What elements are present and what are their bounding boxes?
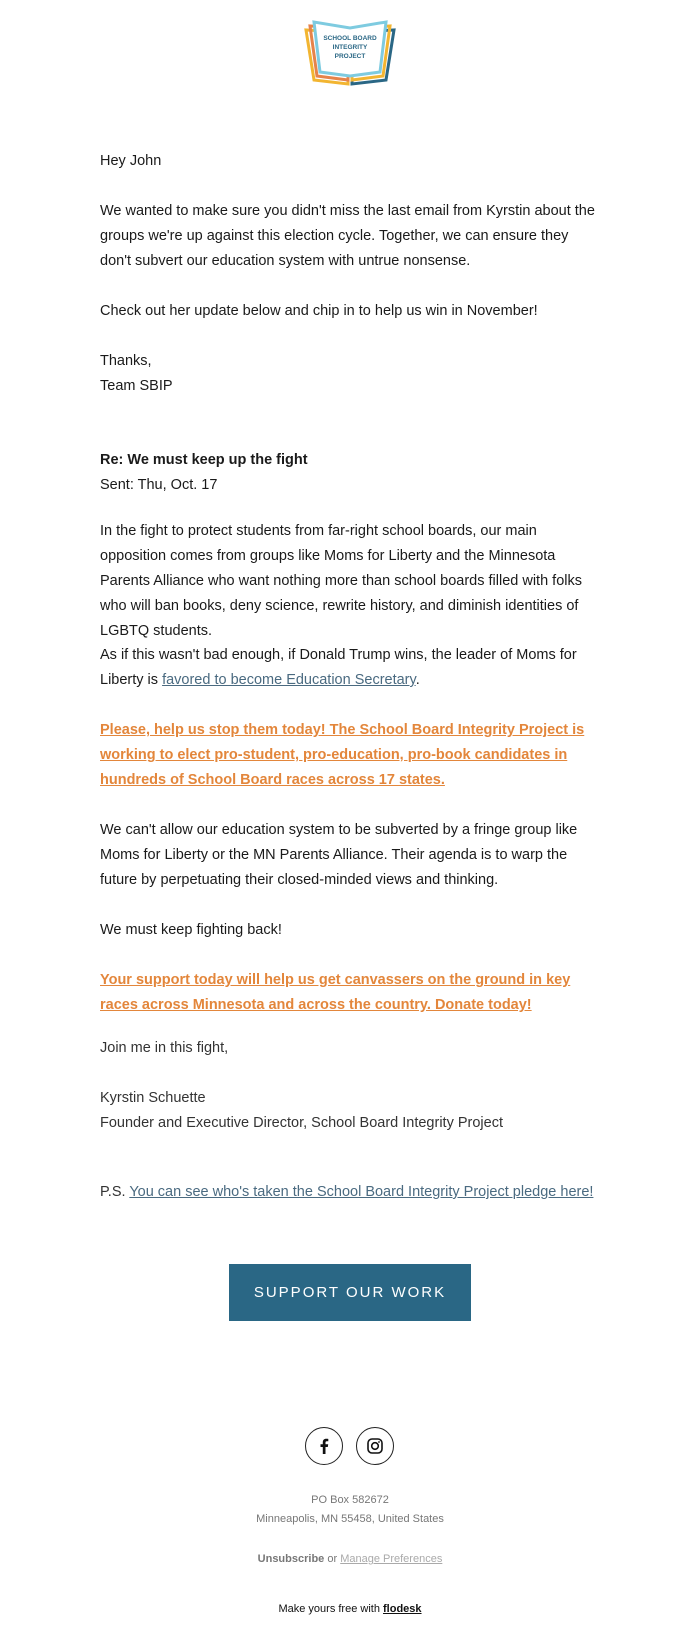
signer-name: Kyrstin Schuette [100, 1090, 206, 1106]
closing: Join me in this fight, [100, 1040, 229, 1056]
body-paragraph-1: In the fight to protect students from far-right school boards, our main opposition comes from groups like Moms for Liberty and the Minnesota Parents Alliance who want nothing more than school boards filled with folks who will ban books, deny science, rewrite history, and diminish identities of LGBTQ students. [100, 523, 582, 639]
made-with-text: Make yours free with [278, 1603, 384, 1615]
instagram-icon [366, 1437, 384, 1455]
forwarded-subject: Re: We must keep up the fight [100, 452, 308, 468]
donate-cta-link-1[interactable]: Please, help us stop them today! The School Board Integrity Project is working to elect pro-student, pro-education, pro-book candidates in hundreds of School Board races across 17 states. [100, 722, 585, 788]
intro-paragraph-1: We wanted to make sure you didn't miss the last email from Kyrstin about the groups we're up against this election cycle. Together, we can ensure they don't subvert our education system with untrue nonsense. [100, 203, 595, 269]
body-paragraph-4: We must keep fighting back! [100, 922, 282, 938]
logo [300, 18, 400, 88]
manage-preferences-link[interactable]: Manage Preferences [340, 1553, 443, 1565]
book-logo-icon [300, 18, 400, 88]
logo-line-2: INTEGRITY [332, 44, 368, 51]
facebook-link[interactable] [305, 1427, 343, 1465]
postscript [100, 1180, 600, 1205]
instagram-link[interactable] [356, 1427, 394, 1465]
education-secretary-link[interactable]: favored to become Education Secretary [162, 672, 416, 688]
intro-paragraph-2: Check out her update below and chip in to help us win in November! [100, 303, 538, 319]
paragraph-2-end: . [415, 672, 420, 688]
logo-line-1: SCHOOL BOARD [323, 35, 377, 42]
unsubscribe-link[interactable]: Unsubscribe [257, 1553, 325, 1565]
footer-or: or [324, 1553, 341, 1565]
paragraph-2-text: As if this wasn't bad enough, if Donald Trump wins, the leader of Moms for Liberty is [100, 647, 577, 688]
forwarded-sent-date: Sent: Thu, Oct. 17 [100, 477, 218, 493]
body-paragraph-3: We can't allow our education system to be subverted by a fringe group like Moms for Liberty or the MN Parents Alliance. Their agenda is to warp the future by perpetuating their closed-minded views and thinking. [100, 822, 578, 888]
team-signature: Team SBIP [100, 378, 173, 394]
facebook-icon [315, 1437, 333, 1455]
signer-title: Founder and Executive Director, School Board Integrity Project [100, 1115, 503, 1131]
support-our-work-button[interactable]: SUPPORT OUR WORK [229, 1264, 471, 1321]
flodesk-link[interactable]: flodesk [383, 1603, 422, 1615]
logo-line-3: PROJECT [334, 53, 366, 60]
footer-preferences [0, 1553, 700, 1565]
pledge-link[interactable]: You can see who's taken the School Board Integrity Project pledge here! [129, 1184, 594, 1200]
signoff: Thanks, [100, 353, 152, 369]
donate-cta-link-2[interactable]: Your support today will help us get canvassers on the ground in key races across Minnesota and across the country. Donate today! [100, 972, 571, 1013]
footer-made-with [0, 1603, 700, 1615]
greeting: Hey John [100, 153, 162, 169]
ps-prefix: P.S. [100, 1184, 130, 1200]
footer-address-line-1: PO Box 582672 [311, 1494, 389, 1506]
footer-address-line-2: Minneapolis, MN 55458, United States [256, 1513, 444, 1525]
body-paragraph-2 [100, 643, 600, 693]
